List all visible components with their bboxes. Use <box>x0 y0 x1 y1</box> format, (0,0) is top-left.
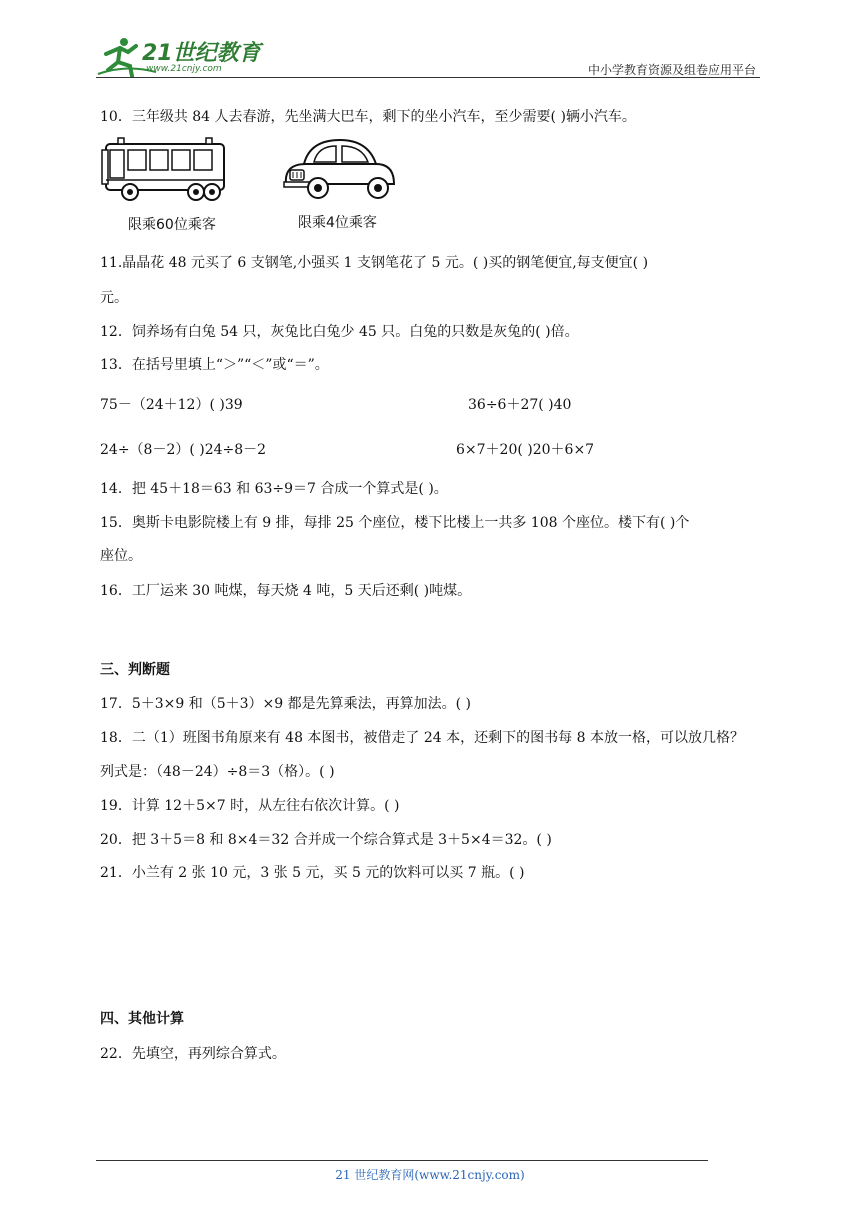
logo-text: 21世纪教育 <box>142 41 261 66</box>
footer-divider <box>96 1160 708 1161</box>
question-19: 19．计算 12＋5×7 时，从左往右依次计算。( ) <box>100 798 400 814</box>
section-4-title: 四、其他计算 <box>100 1011 184 1027</box>
footer-link[interactable]: 21 世纪教育网(www.21cnjy.com) <box>335 1168 525 1182</box>
question-18-line2: 列式是：（48－24）÷8＝3（格）。( ) <box>100 764 335 780</box>
question-11-line1: 11.晶晶花 48 元买了 6 支钢笔,小强买 1 支钢笔花了 5 元。( )买的钢笔便宜,每支便宜( ) <box>100 255 649 271</box>
site-logo <box>96 34 266 78</box>
bus-icon <box>100 134 228 206</box>
question-15-line1: 15．奥斯卡电影院楼上有 9 排，每排 25 个座位，楼下比楼上一共多 108 个座位。楼下有( )个 <box>100 515 690 531</box>
question-13-c: 24÷（8－2）( )24÷8－2 <box>100 442 267 458</box>
question-16: 16．工厂运来 30 吨煤，每天烧 4 吨，5 天后还剩( )吨煤。 <box>100 583 472 599</box>
question-12: 12．饲养场有白兔 54 只，灰兔比白兔少 45 只。白兔的只数是灰兔的( )倍。 <box>100 324 579 340</box>
question-10: 10．三年级共 84 人去春游，先坐满大巴车，剩下的坐小汽车，至少需要( )辆小汽车。 <box>100 109 636 125</box>
platform-name: 中小学教育资源及组卷应用平台 <box>587 63 756 77</box>
question-20: 20．把 3＋5＝8 和 8×4＝32 合并成一个综合算式是 3＋5×4＝32。( ) <box>100 832 552 848</box>
question-18-line1: 18．二（1）班图书角原来有 48 本图书，被借走了 24 本，还剩下的图书每 8 本放一格，可以放几格？ <box>100 730 744 746</box>
logo-url: www.21cnjy.com <box>146 64 222 74</box>
car-figure <box>282 134 398 234</box>
question-11-line2: 元。 <box>100 290 128 306</box>
car-caption: 限乘4位乘客 <box>298 215 377 231</box>
bus-caption: 限乘60位乘客 <box>128 217 216 233</box>
question-21: 21．小兰有 2 张 10 元，3 张 5 元，买 5 元的饮料可以买 7 瓶。( ) <box>100 865 525 881</box>
question-17: 17．5＋3×9 和（5＋3）×9 都是先算乘法，再算加法。( ) <box>100 696 471 712</box>
bus-figure <box>100 134 228 234</box>
question-14: 14．把 45＋18＝63 和 63÷9＝7 合成一个算式是( )。 <box>100 481 448 497</box>
question-15-line2: 座位。 <box>100 548 142 564</box>
question-13-d: 6×7＋20( )20＋6×7 <box>456 442 595 458</box>
question-13: 13．在括号里填上“＞”“＜”或“＝”。 <box>100 357 329 373</box>
section-3-title: 三、判断题 <box>100 662 170 678</box>
question-22: 22．先填空，再列综合算式。 <box>100 1046 286 1062</box>
header-divider <box>96 77 760 78</box>
question-13-b: 36÷6＋27( )40 <box>468 397 572 413</box>
car-icon <box>282 134 398 204</box>
question-13-a: 75－（24＋12）( )39 <box>100 397 243 413</box>
